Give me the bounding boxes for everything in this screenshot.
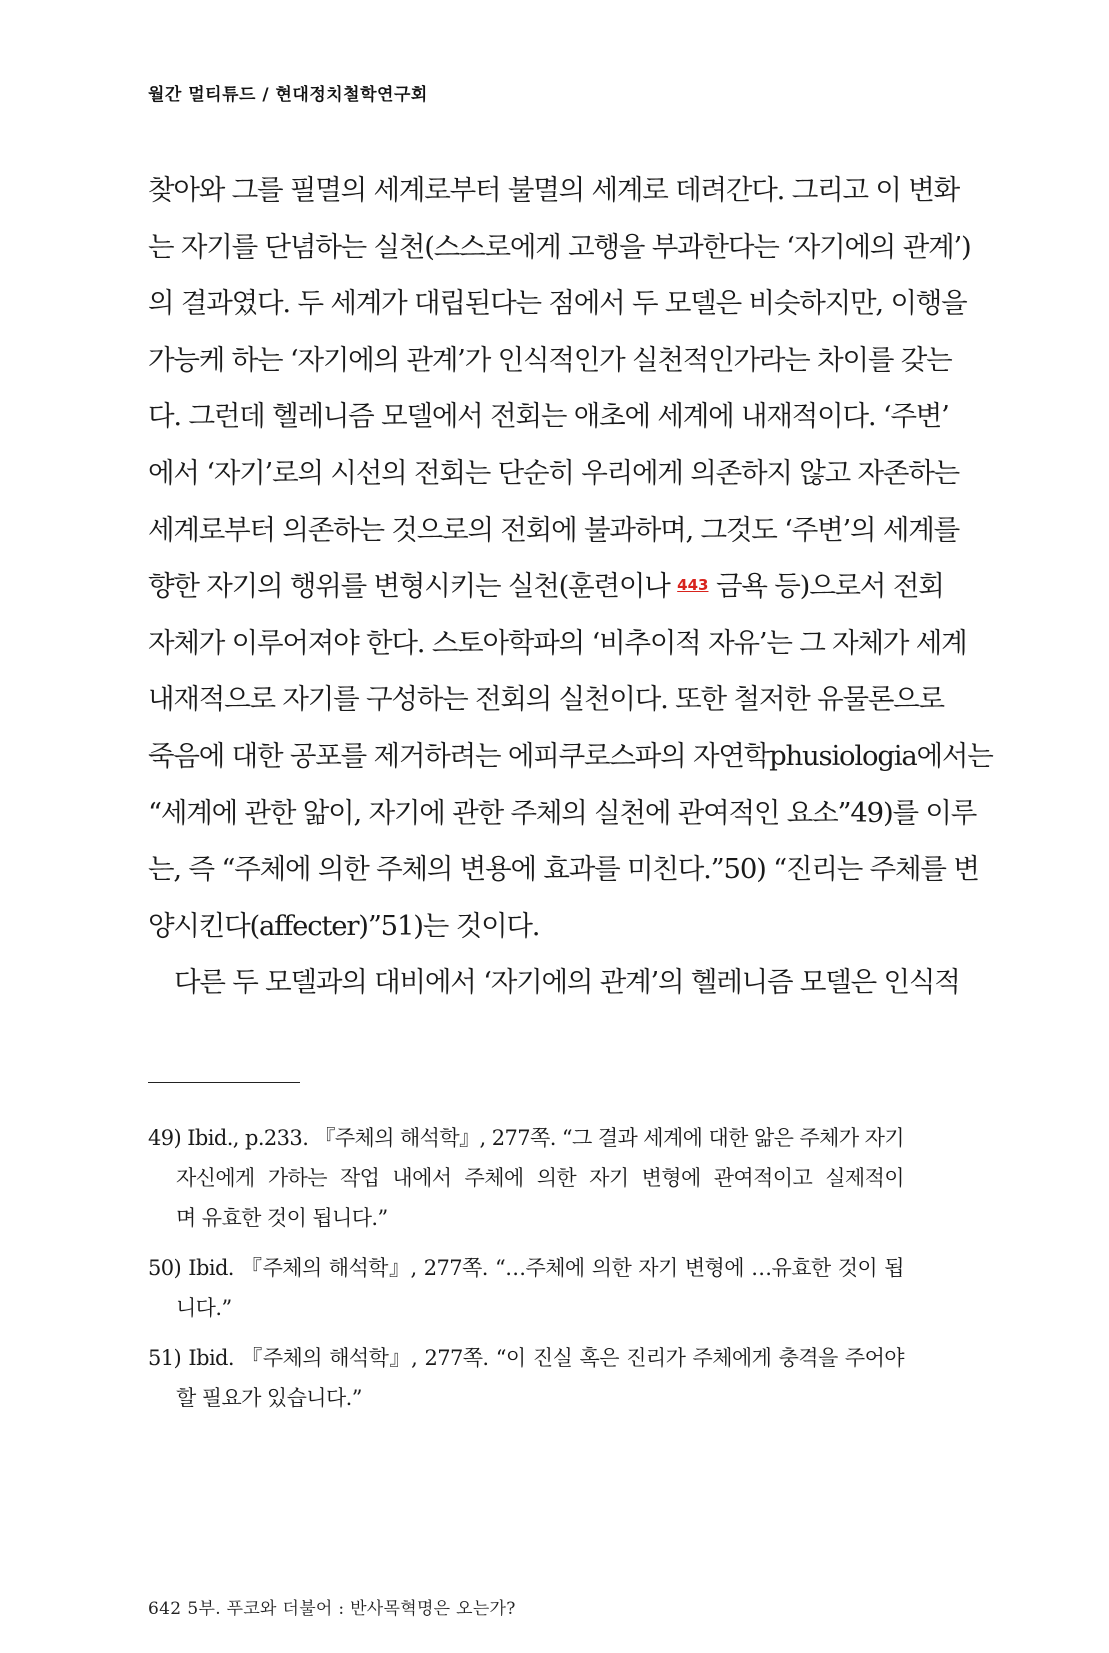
page-number: 642 — [148, 1599, 182, 1619]
footnote-line: 할 필요가 있습니다.” — [176, 1386, 362, 1410]
footnote-separator — [148, 1082, 300, 1083]
footnote-50 — [148, 1248, 904, 1328]
footnote-line: 며 유효한 것이 됩니다.” — [176, 1206, 388, 1230]
body-line: 에서 ‘자기’로의 시선의 전회는 단순히 우리에게 의존하지 않고 자존하는 — [148, 456, 959, 489]
footnote-51 — [148, 1338, 904, 1418]
body-text — [148, 162, 993, 1011]
section-title: 5부. 푸코와 더불어 : 반사목혁명은 오는가? — [187, 1599, 516, 1619]
footnote-49 — [148, 1118, 904, 1238]
paragraph-start-line: 다른 두 모델과의 대비에서 ‘자기에의 관계’의 헬레니즘 모델은 인식적 — [174, 966, 960, 999]
footnote-line: 니다.” — [176, 1296, 232, 1320]
body-line: 찾아와 그를 필멸의 세계로부터 불멸의 세계로 데려간다. 그리고 이 변화 — [148, 174, 959, 206]
body-line-segment: 향한 자기의 행위를 변형시키는 실천(훈련이나 — [148, 570, 678, 603]
footnote-line: 자신에게 가하는 작업 내에서 주체에 의한 자기 변형에 관여적이고 실제적이 — [176, 1166, 904, 1190]
body-line: 양시킨다(affecter)”51)는 것이다. — [148, 909, 540, 942]
original-page-marker[interactable]: 443 — [677, 576, 709, 595]
body-line: “세계에 관한 앎이, 자기에 관한 주체의 실천에 관여적인 요소”49)를 이루 — [148, 796, 977, 829]
body-line: 는, 즉 “주체에 의한 주체의 변용에 효과를 미친다.”50) “진리는 주체를 변 — [148, 853, 979, 886]
body-line: 다. 그런데 헬레니즘 모델에서 전회는 애초에 세계에 내재적이다. ‘주변’ — [148, 400, 949, 433]
body-line: 가능케 하는 ‘자기에의 관계’가 인식적인가 실천적인가라는 차이를 갖는 — [148, 343, 952, 376]
footnotes — [148, 1118, 904, 1428]
body-line: 내재적으로 자기를 구성하는 전회의 실천이다. 또한 철저한 유물론으로 — [148, 683, 944, 716]
body-line: 죽음에 대한 공포를 제거하려는 에피쿠로스파의 자연학phusiologia에서는 — [148, 739, 993, 772]
footnote-line: 50) Ibid. 『주체의 해석학』, 277쪽. “…주체에 의한 자기 변형에 …유효한 것이 됩 — [148, 1256, 904, 1280]
body-line: 자체가 이루어져야 한다. 스토아학파의 ‘비추이적 자유’는 그 자체가 세계 — [148, 626, 967, 659]
body-line: 세계로부터 의존하는 것으로의 전회에 불과하며, 그것도 ‘주변’의 세계를 — [148, 513, 959, 546]
page-footer — [148, 1594, 516, 1619]
footnote-line: 51) Ibid. 『주체의 해석학』, 277쪽. “이 진실 혹은 진리가 주체에게 충격을 주어야 — [148, 1346, 904, 1370]
running-header: 월간 멀티튜드 / 현대정치철학연구회 — [148, 85, 428, 105]
body-line: 는 자기를 단념하는 실천(스스로에게 고행을 부과한다는 ‘자기에의 관계’) — [148, 230, 971, 263]
body-line-with-page-marker — [148, 558, 944, 615]
footnote-line: 49) Ibid., p.233. 『주체의 해석학』, 277쪽. “그 결과 세계에 대한 앎은 주체가 자기 — [148, 1126, 904, 1150]
body-line: 의 결과였다. 두 세계가 대립된다는 점에서 두 모델은 비슷하지만, 이행을 — [148, 287, 967, 320]
body-line-segment: 금욕 등)으로서 전회 — [708, 570, 944, 603]
